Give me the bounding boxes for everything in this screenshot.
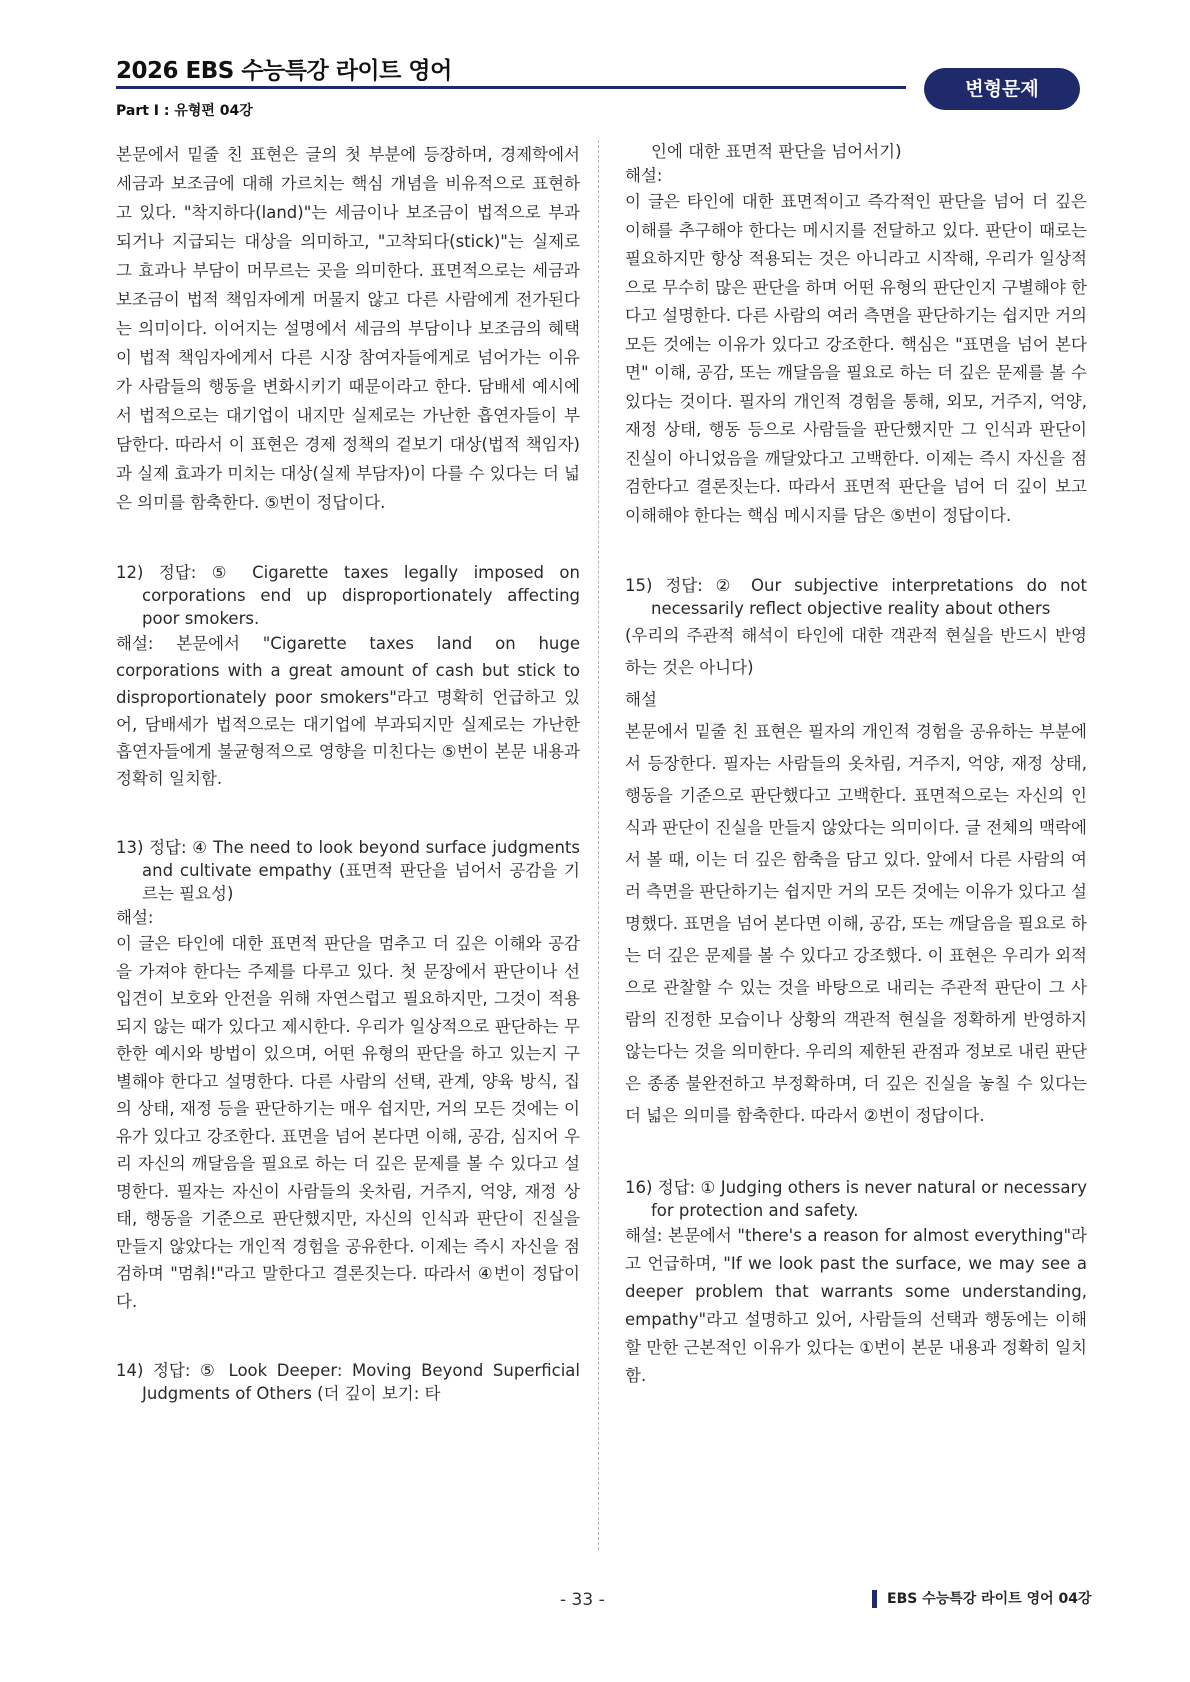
q15-translation: (우리의 주관적 해석이 타인에 대한 객관적 현실을 반드시 반영하는 것은 아니다) <box>625 626 1087 677</box>
q14-explanation: 이 글은 타인에 대한 표면적이고 즉각적인 판단을 넘어 더 깊은 이해를 추구해야 한다는 메시지를 전달하고 있다. 판단이 때로는 필요하지만 항상 적용되는 것은 아니라고 시작해, 우리가 일상적으로 무수히 많은 판단을 하며 어떤 유형의 판단인지 구별해야 한다고 설명한다. 다른 사람의 여러 측면을 판단하기는 쉽지만 거의 모든 것에는 이유가 있다고 강조한다. 핵심은 "표면을 넘어 본다면" 이해, 공감, 또는 깨달음을 필요로 하는 더 깊은 문제를 볼 수 있다는 것이다. 필자의 개인적 경험을 통해, 외모, 거주지, 억양, 재정 상태, 행동 등으로 사람들을 판단했지만 그 인식과 판단이 진실이 아니었음을 깨달았다고 고백한다. 이제는 즉시 자신을 점검한다고 결론짓는다. 따라서 표면적 판단을 넘어 더 깊이 보고 이해해야 한다는 핵심 메시지를 담은 ⑤번이 정답이다. <box>625 192 1087 525</box>
q14-answer-continued: 인에 대한 표면적 판단을 넘어서기) <box>651 142 902 161</box>
q15-answer: 15) 정답: ② Our subjective interpretations do not necessarily reflect objective reality about others <box>625 576 1087 618</box>
page-number: - 33 - <box>560 1590 605 1610</box>
q14-label: 해설: <box>625 166 663 185</box>
q15-label: 해설 <box>625 690 657 709</box>
q16-answer: 16) 정답: ① Judging others is never natural or necessary for protection and safety. <box>625 1178 1087 1220</box>
right-column <box>625 140 1087 1390</box>
footer-book-reference: EBS 수능특강 라이트 영어 04강 <box>872 1590 1092 1608</box>
intro-paragraph: 본문에서 밑줄 친 표현은 글의 첫 부분에 등장하며, 경제학에서 세금과 보조금에 대해 가르치는 핵심 개념을 비유적으로 표현하고 있다. "착지하다(land)"는 세금이나 보조금이 법적으로 부과되거나 지급되는 대상을 의미하고, "고착되다(stick)"는 실제로 그 효과나 부담이 머무르는 곳을 의미한다. 표면적으로는 세금과 보조금이 법적 책임자에게 머물지 않고 다른 사람에게 전가된다는 의미이다. 이어지는 설명에서 세금의 부담이나 보조금의 혜택이 법적 책임자에게서 다른 시장 참여자들에게로 넘어가는 이유가 사람들의 행동을 변화시키기 때문이라고 한다. 담배세 예시에서 법적으로는 대기업이 내지만 실제로는 가난한 흡연자들이 부담한다. 따라서 이 표현은 경제 정책의 겉보기 대상(법적 책임자)과 실제 효과가 미치는 대상(실제 부담자)이 다를 수 있다는 더 넓은 의미를 함축한다. ⑤번이 정답이다. <box>116 145 580 512</box>
book-title: 2026 EBS 수능특강 라이트 영어 <box>116 58 452 84</box>
column-divider <box>598 140 599 1550</box>
q15-explanation: 본문에서 밑줄 친 표현은 필자의 개인적 경험을 공유하는 부분에서 등장한다. 필자는 사람들의 옷차림, 거주지, 억양, 재정 상태, 행동을 기준으로 판단했다고 고백한다. 표면적으로는 자신의 인식과 판단이 진실을 만들지 않았다는 의미이다. 글 전체의 맥락에서 볼 때, 이는 더 깊은 함축을 담고 있다. 앞에서 다른 사람의 여러 측면을 판단하기는 쉽지만 거의 모든 것에는 이유가 있다고 설명했다. 표면을 넘어 본다면 이해, 공감, 또는 깨달음을 필요로 하는 더 깊은 문제를 볼 수 있다고 강조했다. 이 표현은 우리가 외적으로 관찰할 수 있는 것을 바탕으로 내리는 주관적 판단이 그 사람의 진정한 모습이나 상황의 객관적 현실을 정확하게 반영하지 않는다는 것을 의미한다. 우리의 제한된 관점과 정보로 내린 판단은 종종 불완전하고 부정확하며, 더 깊은 진실을 놓칠 수 있다는 더 넓은 의미를 함축한다. 따라서 ②번이 정답이다. <box>625 722 1087 1125</box>
part-label: Part Ⅰ : 유형편 04강 <box>116 103 253 119</box>
q12-explanation: 해설: 본문에서 "Cigarette taxes land on huge corporations with a great amount of cash but stick to disproportionately poor smokers"라고 명확히 언급하고 있어, 담배세가 법적으로는 대기업에 부과되지만 실제로는 가난한 흡연자들에게 불균형적으로 영향을 미친다는 ⑤번이 본문 내용과 정확히 일치함. <box>116 634 580 788</box>
left-column <box>116 140 580 1405</box>
header-rule <box>116 86 906 89</box>
q13-explanation: 이 글은 타인에 대한 표면적 판단을 멈추고 더 깊은 이해와 공감을 가져야 한다는 주제를 다루고 있다. 첫 문장에서 판단이나 선입견이 보호와 안전을 위해 자연스럽고 필요하지만, 그것이 적용되지 않는 때가 있다고 제시한다. 우리가 일상적으로 판단하는 무한한 예시와 방법이 있으며, 어떤 유형의 판단을 하고 있는지 구별해야 한다고 설명한다. 다른 사람의 선택, 관계, 양육 방식, 집의 상태, 재정 등을 판단하기는 매우 쉽지만, 거의 모든 것에는 이유가 있다고 강조한다. 표면을 넘어 본다면 이해, 공감, 심지어 우리 자신의 깨달음을 필요로 하는 더 깊은 문제를 볼 수 있다고 설명한다. 필자는 자신이 사람들의 옷차림, 거주지, 억양, 재정 상태, 행동을 기준으로 판단했지만, 자신의 인식과 판단이 진실을 만들지 않았다는 개인적 경험을 공유한다. 이제는 즉시 자신을 점검하며 "멈춰!"라고 말한다고 결론짓는다. 따라서 ④번이 정답이다. <box>116 934 580 1311</box>
q12-answer: 12) 정답: ⑤ Cigarette taxes legally imposed on corporations end up disproportionately affecting poor smokers. <box>116 563 580 628</box>
q14-answer: 14) 정답: ⑤ Look Deeper: Moving Beyond Superficial Judgments of Others (더 깊이 보기: 타 <box>116 1361 580 1403</box>
section-badge: 변형문제 <box>924 68 1080 110</box>
q13-label: 해설: <box>116 908 154 927</box>
q13-answer: 13) 정답: ④ The need to look beyond surface judgments and cultivate empathy (표면적 판단을 넘어서 공감을 기르는 필요성) <box>116 838 580 903</box>
q16-explanation: 해설: 본문에서 "there's a reason for almost everything"라고 언급하며, "If we look past the surface, we may see a deeper problem that warrants some understanding, empathy"라고 설명하고 있어, 사람들의 선택과 행동에는 이해할 만한 근본적인 이유가 있다는 ①번이 본문 내용과 정확히 일치함. <box>625 1226 1087 1385</box>
